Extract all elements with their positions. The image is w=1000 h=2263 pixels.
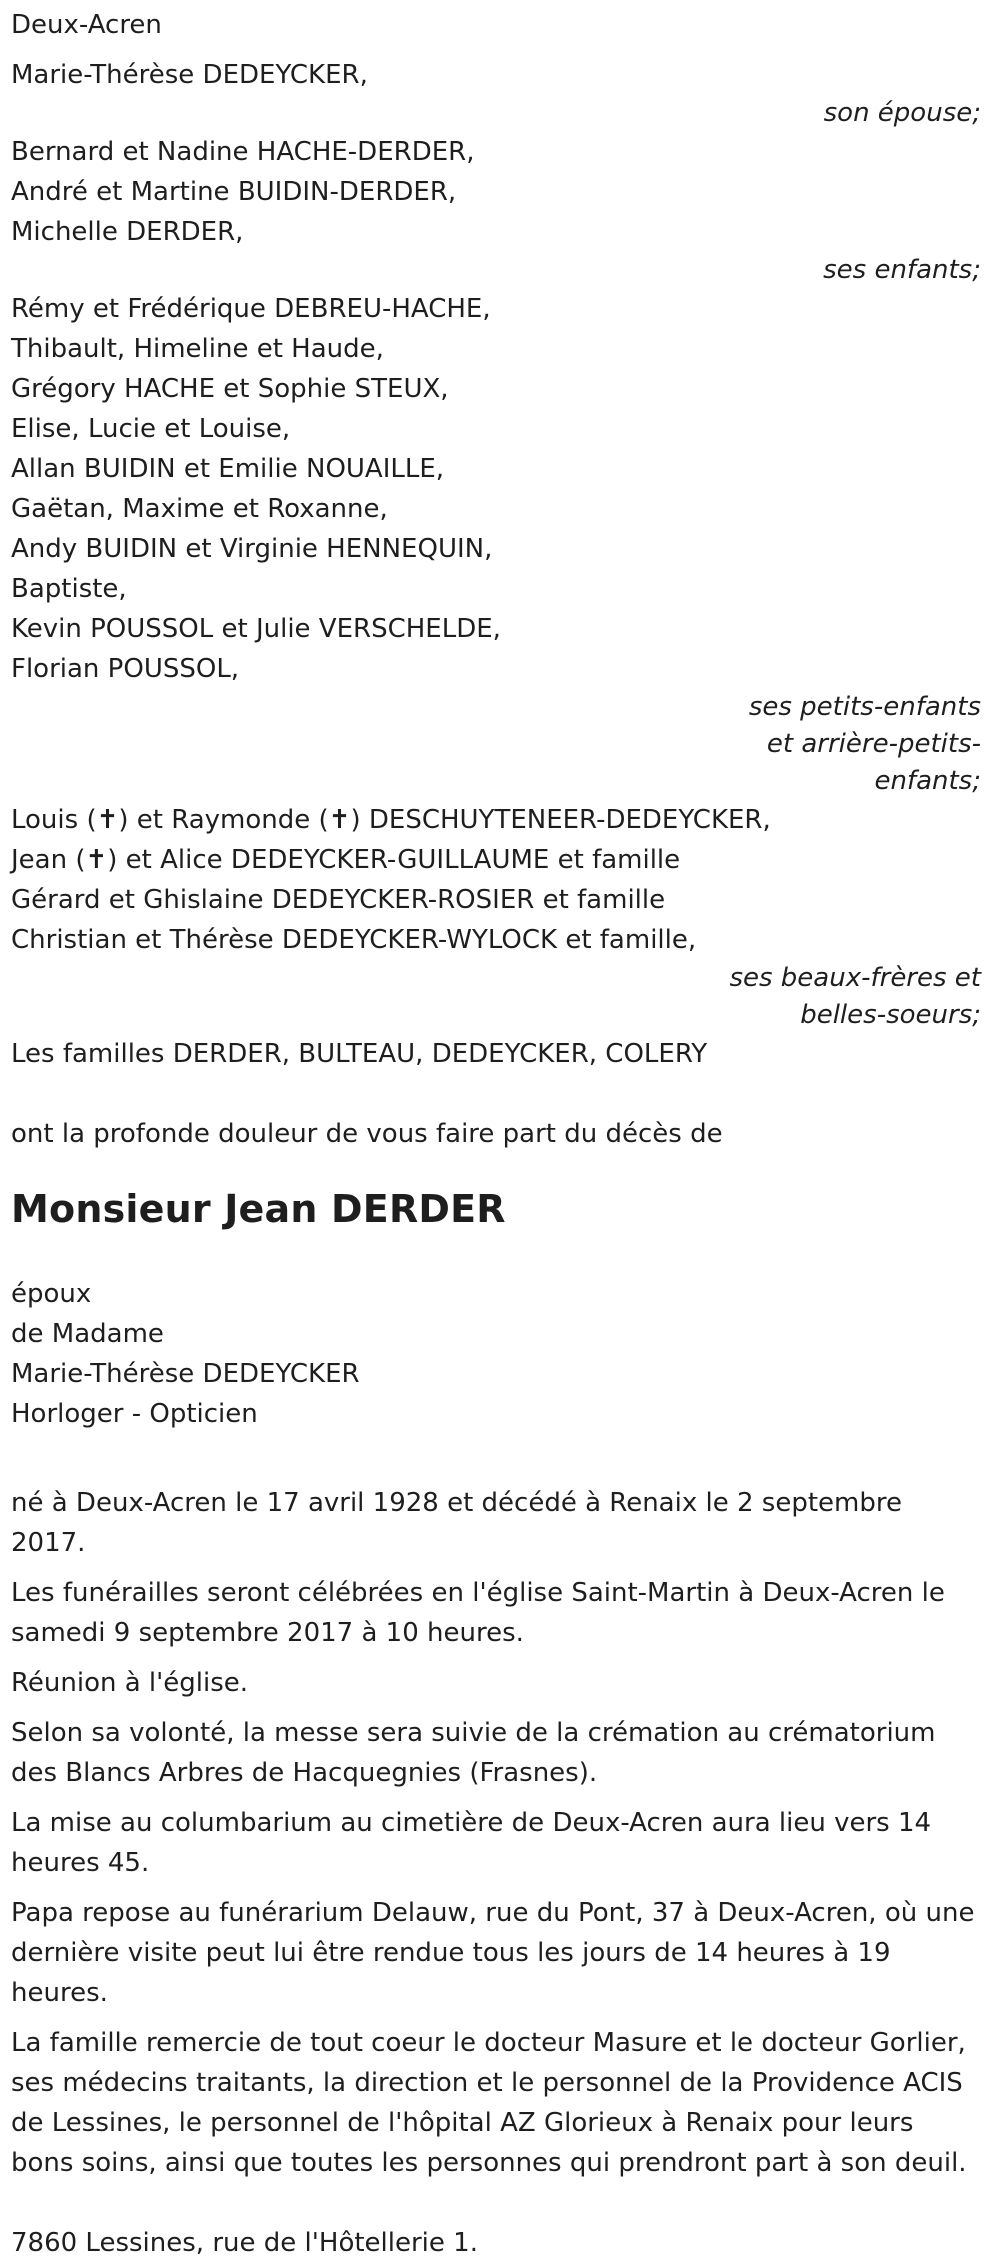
cremation-paragraph: Selon sa volonté, la messe sera suivie de la crémation au crématorium des Blancs Arbres de Hacquegnies (Frasnes). xyxy=(11,1718,936,1788)
funeral-paragraph: Les funérailles seront célébrées en l'église Saint-Martin à Deux-Acren le samedi 9 septembre 2017 à 10 heures. xyxy=(11,1578,945,1648)
spouse-group xyxy=(11,55,981,132)
deceased-name: Monsieur Jean DERDER xyxy=(11,1187,506,1231)
detail-line: Horloger - Opticien xyxy=(11,1399,258,1429)
announcement-paragraphs xyxy=(11,1483,981,2183)
child-name: André et Martine BUIDIN-DERDER, xyxy=(11,177,457,207)
grandchild-name: Florian POUSSOL, xyxy=(11,654,240,684)
children-relation: ses enfants; xyxy=(823,255,981,285)
spouse-relation: son épouse; xyxy=(823,98,981,128)
grandchild-name: Gaëtan, Maxime et Roxanne, xyxy=(11,494,388,524)
in-law-name: Louis (✝) et Raymonde (✝) DESCHUYTENEER-DEDEYCKER, xyxy=(11,805,771,835)
children-group xyxy=(11,132,981,289)
grandchild-name: Thibault, Himeline et Haude, xyxy=(11,334,384,364)
grandchild-name: Kevin POUSSOL et Julie VERSCHELDE, xyxy=(11,614,501,644)
grandchildren-relation-line: ses petits-enfants xyxy=(748,692,981,722)
grandchild-name: Elise, Lucie et Louise, xyxy=(11,414,291,444)
address-line: 7860 Lessines, rue de l'Hôtellerie 1. xyxy=(11,2228,478,2258)
in-law-name: Gérard et Ghislaine DEDEYCKER-ROSIER et famille xyxy=(11,885,666,915)
spouse-name: Marie-Thérèse DEDEYCKER, xyxy=(11,60,368,90)
thanks-paragraph: La famille remercie de tout coeur le docteur Masure et le docteur Gorlier, ses médecins traitants, la direction et le personnel de la Providence ACIS de Lessines, le personnel de l'hôpital AZ Glorieux à Renaix pour leurs bons soins, ainsi que toutes les personnes qui prendront part à son deuil. xyxy=(11,2028,967,2178)
child-name: Michelle DERDER, xyxy=(11,217,244,247)
grandchild-name: Baptiste, xyxy=(11,574,127,604)
grandchildren-relation-line: et arrière-petits- xyxy=(766,729,981,759)
birth-death-paragraph: né à Deux-Acren le 17 avril 1928 et décédé à Renaix le 2 septembre 2017. xyxy=(11,1488,902,1558)
deceased-details xyxy=(11,1274,981,1434)
child-name: Bernard et Nadine HACHE-DERDER, xyxy=(11,137,475,167)
columbarium-paragraph: La mise au columbarium au cimetière de Deux-Acren aura lieu vers 14 heures 45. xyxy=(11,1808,932,1878)
intro-text: ont la profonde douleur de vous faire part du décès de xyxy=(11,1119,723,1149)
detail-line: de Madame xyxy=(11,1319,164,1349)
in-law-name: Christian et Thérèse DEDEYCKER-WYLOCK et famille, xyxy=(11,925,697,955)
detail-line: Marie-Thérèse DEDEYCKER xyxy=(11,1359,360,1389)
in-laws-group xyxy=(11,800,981,1034)
in-law-name: Jean (✝) et Alice DEDEYCKER-GUILLAUME et famille xyxy=(11,845,681,875)
grandchildren-relation-line: enfants; xyxy=(874,766,981,796)
families-line: Les familles DERDER, BULTEAU, DEDEYCKER, COLERY xyxy=(11,1039,708,1069)
meeting-paragraph: Réunion à l'église. xyxy=(11,1668,249,1698)
in-laws-relation-line: belles-soeurs; xyxy=(800,1000,981,1030)
grandchild-name: Grégory HACHE et Sophie STEUX, xyxy=(11,374,449,404)
detail-line: époux xyxy=(11,1279,92,1309)
grandchild-name: Andy BUIDIN et Virginie HENNEQUIN, xyxy=(11,534,493,564)
grandchild-name: Rémy et Frédérique DEBREU-HACHE, xyxy=(11,294,491,324)
visitation-paragraph: Papa repose au funérarium Delauw, rue du Pont, 37 à Deux-Acren, où une dernière visite peut lui être rendue tous les jours de 14 heures à 19 heures. xyxy=(11,1898,975,2008)
obituary-notice xyxy=(11,0,981,2263)
grandchildren-group xyxy=(11,289,981,800)
place-name: Deux-Acren xyxy=(11,10,162,40)
grandchild-name: Allan BUIDIN et Emilie NOUAILLE, xyxy=(11,454,445,484)
in-laws-relation-line: ses beaux-frères et xyxy=(729,963,981,993)
